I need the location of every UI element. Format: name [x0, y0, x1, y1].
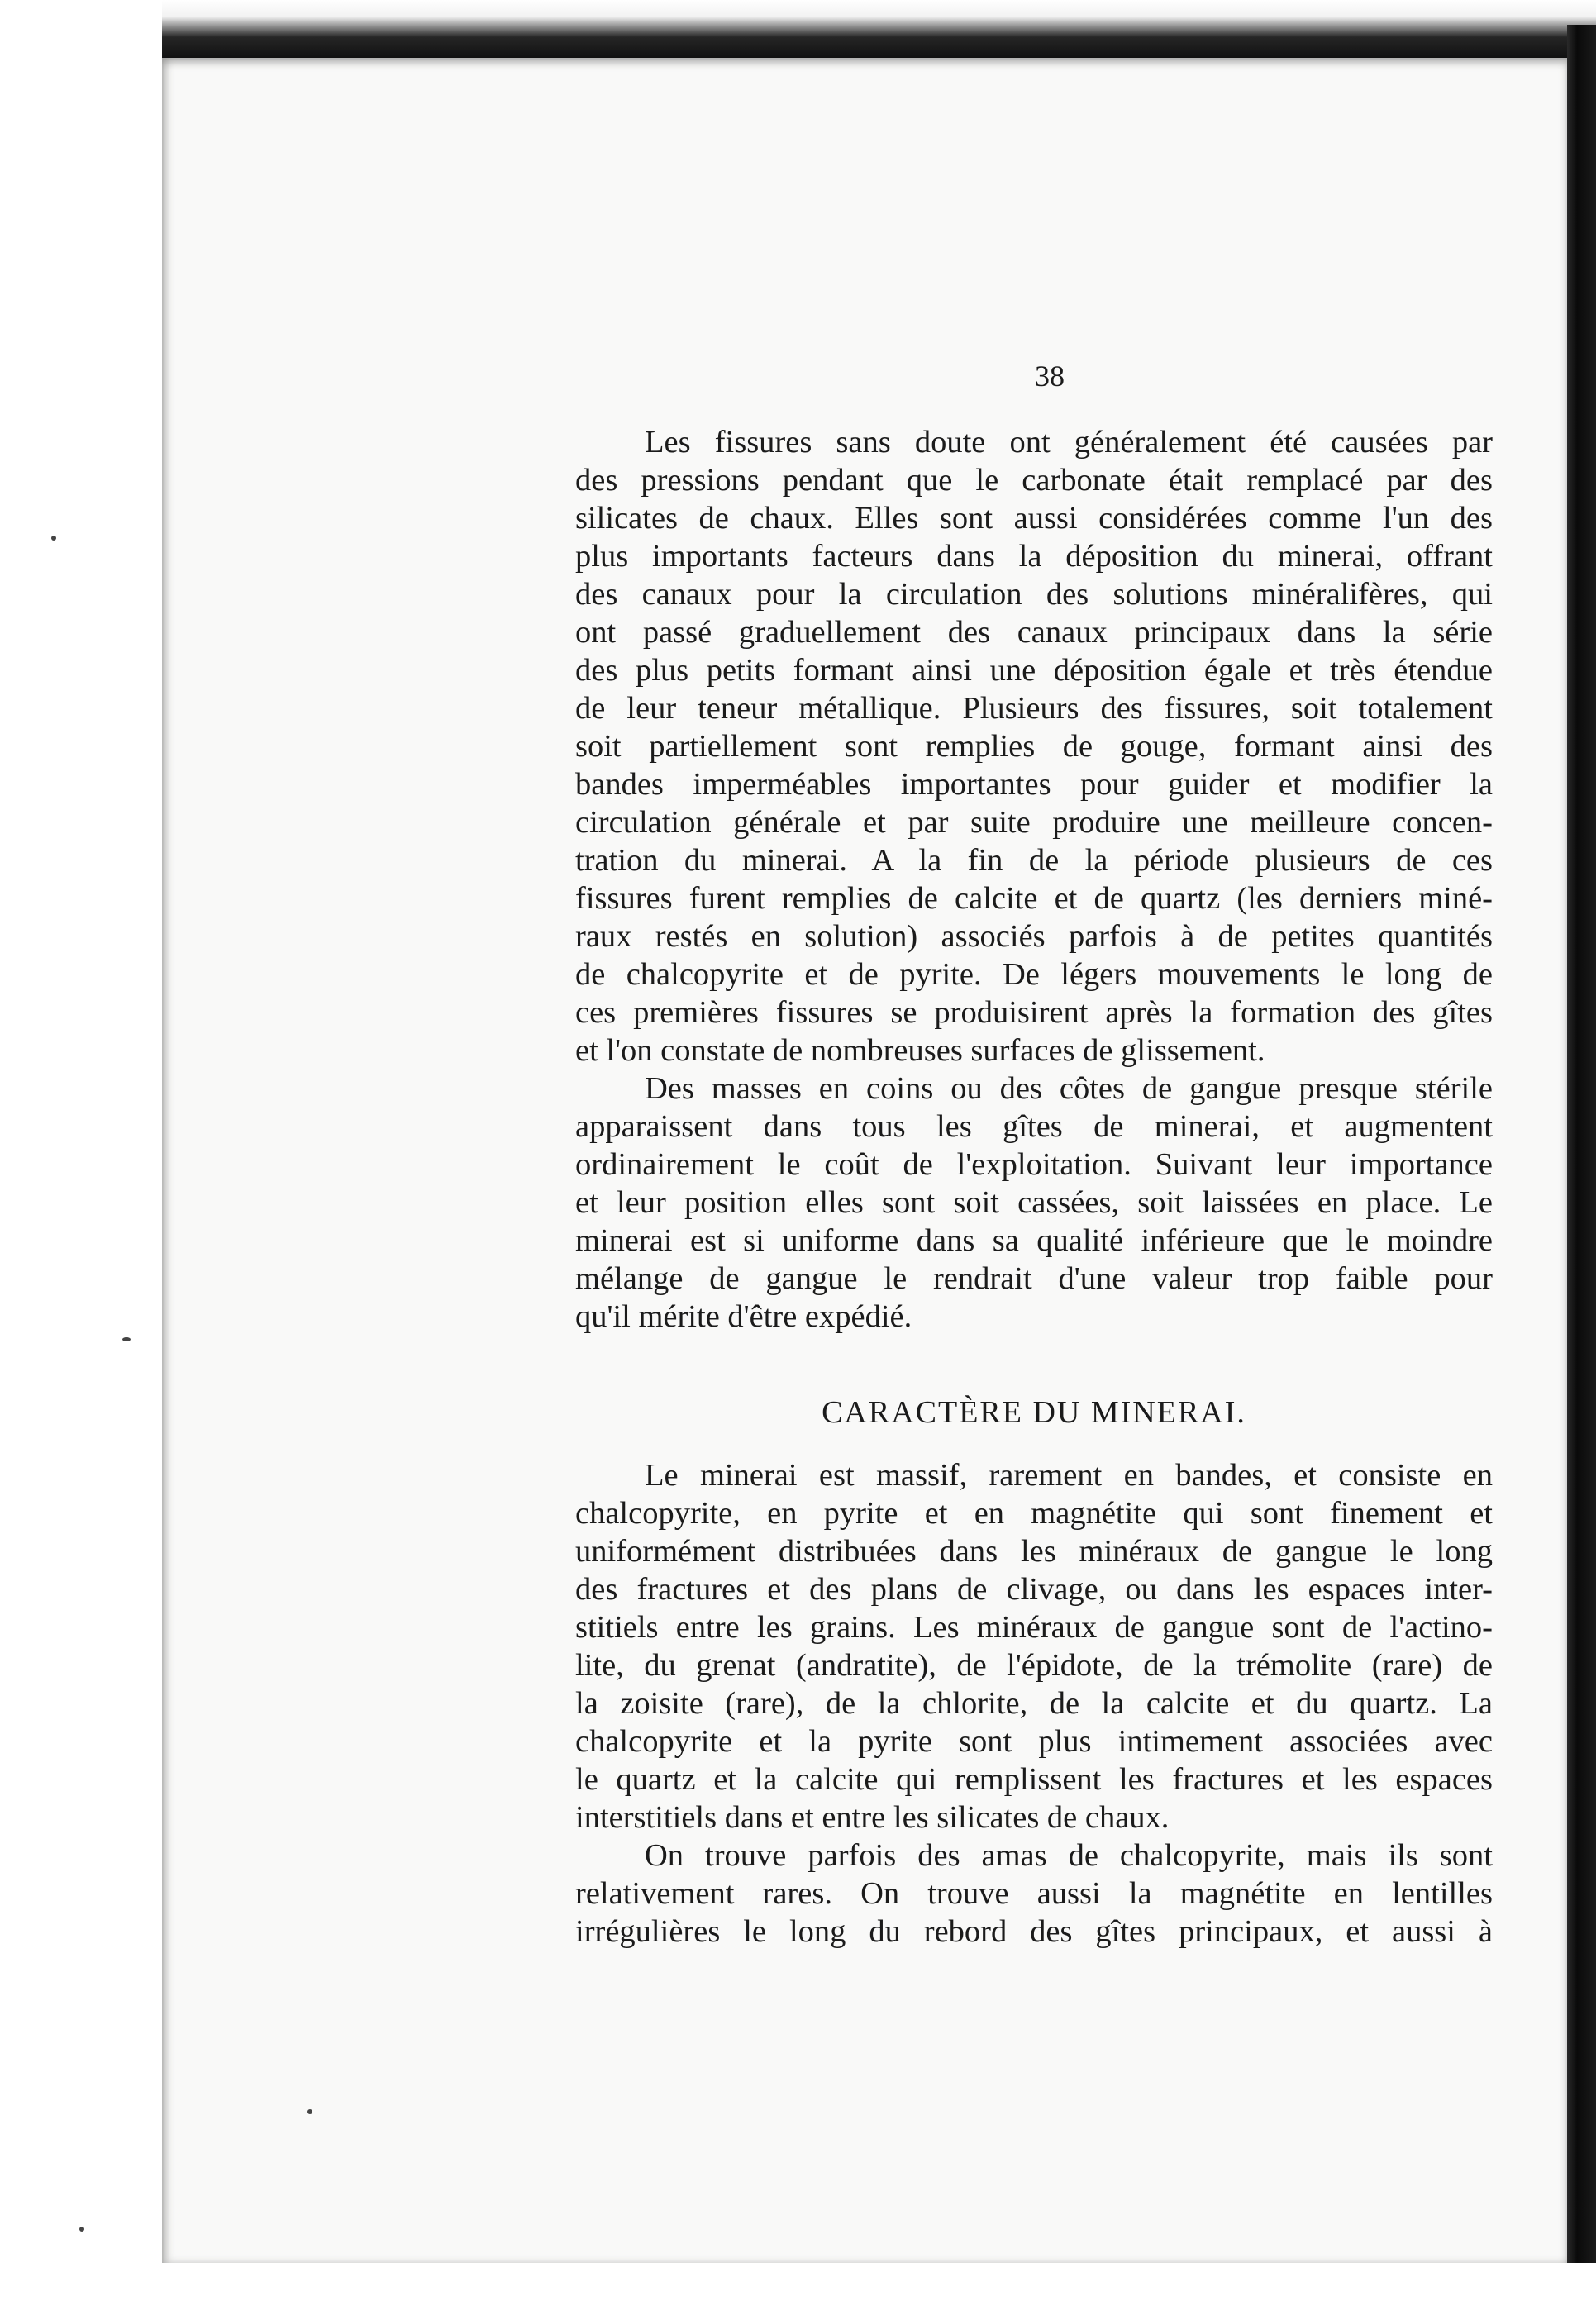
- scan-top-edge: [0, 0, 1596, 58]
- text-line: Des masses en coins ou des côtes de gangue presque stérile: [645, 1071, 1493, 1106]
- text-line: plus importants facteurs dans la déposition du minerai, offrant: [575, 539, 1493, 574]
- text-line: ont passé graduellement des canaux principaux dans la série: [575, 615, 1493, 650]
- text-line: Le minerai est massif, rarement en bandes, et consiste en: [645, 1458, 1493, 1493]
- text-line: et l'on constate de nombreuses surfaces de glissement.: [575, 1033, 1265, 1068]
- text-line: mélange de gangue le rendrait d'une valeur trop faible pour: [575, 1261, 1493, 1296]
- scan-bottom-margin: [162, 2263, 1596, 2320]
- text-line: silicates de chaux. Elles sont aussi considérées comme l'un des: [575, 501, 1493, 536]
- text-line: qu'il mérite d'être expédié.: [575, 1299, 912, 1334]
- scan-left-margin: [0, 0, 162, 2320]
- text-line: soit partiellement sont remplies de gouge, formant ainsi des: [575, 729, 1493, 764]
- text-line: Les fissures sans doute ont généralement été causées par: [645, 425, 1493, 460]
- scan-right-edge: [1567, 25, 1596, 2320]
- text-line: des canaux pour la circulation des solutions minéralifères, qui: [575, 577, 1493, 612]
- text-line: ordinairement le coût de l'exploitation. Suivant leur importance: [575, 1147, 1493, 1182]
- text-line: interstitiels dans et entre les silicates de chaux.: [575, 1800, 1170, 1835]
- text-line: bandes imperméables importantes pour guider et modifier la: [575, 767, 1493, 802]
- text-line: stitiels entre les grains. Les minéraux de gangue sont de l'actino-: [575, 1610, 1493, 1645]
- text-line: minerai est si uniforme dans sa qualité inférieure que le moindre: [575, 1223, 1493, 1258]
- text-line: et leur position elles sont soit cassées, soit laissées en place. Le: [575, 1185, 1493, 1220]
- scan-speck: [51, 536, 56, 541]
- text-line: des pressions pendant que le carbonate était remplacé par des: [575, 463, 1493, 498]
- text-line: On trouve parfois des amas de chalcopyrite, mais ils sont: [645, 1838, 1493, 1873]
- text-line: fissures furent remplies de calcite et de quartz (les derniers miné-: [575, 881, 1493, 916]
- text-line: chalcopyrite, en pyrite et en magnétite qui sont finement et: [575, 1496, 1493, 1531]
- text-line: des plus petits formant ainsi une déposition égale et très étendue: [575, 653, 1493, 688]
- scan-speck: [79, 2227, 84, 2232]
- text-line: de chalcopyrite et de pyrite. De légers mouvements le long de: [575, 957, 1493, 992]
- text-line: uniformément distribuées dans les minéraux de gangue le long: [575, 1534, 1493, 1569]
- text-line: chalcopyrite et la pyrite sont plus intimement associées avec: [575, 1724, 1493, 1759]
- text-line: apparaissent dans tous les gîtes de minerai, et augmentent: [575, 1109, 1493, 1144]
- text-line: circulation générale et par suite produire une meilleure concen-: [575, 805, 1493, 840]
- text-line: raux restés en solution) associés parfois à de petites quantités: [575, 919, 1493, 954]
- text-line: irrégulières le long du rebord des gîtes principaux, et aussi à: [575, 1914, 1493, 1949]
- text-line: de leur teneur métallique. Plusieurs des fissures, soit totalement: [575, 691, 1493, 726]
- scan-speck: [122, 1337, 131, 1341]
- scan-speck: [307, 2109, 312, 2114]
- page-number: 38: [1035, 360, 1065, 393]
- text-line: tration du minerai. A la fin de la période plusieurs de ces: [575, 843, 1493, 878]
- section-heading: CARACTÈRE DU MINERAI.: [822, 1395, 1246, 1430]
- text-line: la zoisite (rare), de la chlorite, de la calcite et du quartz. La: [575, 1686, 1493, 1721]
- text-line: ces premières fissures se produisirent après la formation des gîtes: [575, 995, 1493, 1030]
- text-line: lite, du grenat (andratite), de l'épidote, de la trémolite (rare) de: [575, 1648, 1493, 1683]
- text-line: le quartz et la calcite qui remplissent les fractures et les espaces: [575, 1762, 1493, 1797]
- text-line: des fractures et des plans de clivage, ou dans les espaces inter-: [575, 1572, 1493, 1607]
- text-line: relativement rares. On trouve aussi la magnétite en lentilles: [575, 1876, 1493, 1911]
